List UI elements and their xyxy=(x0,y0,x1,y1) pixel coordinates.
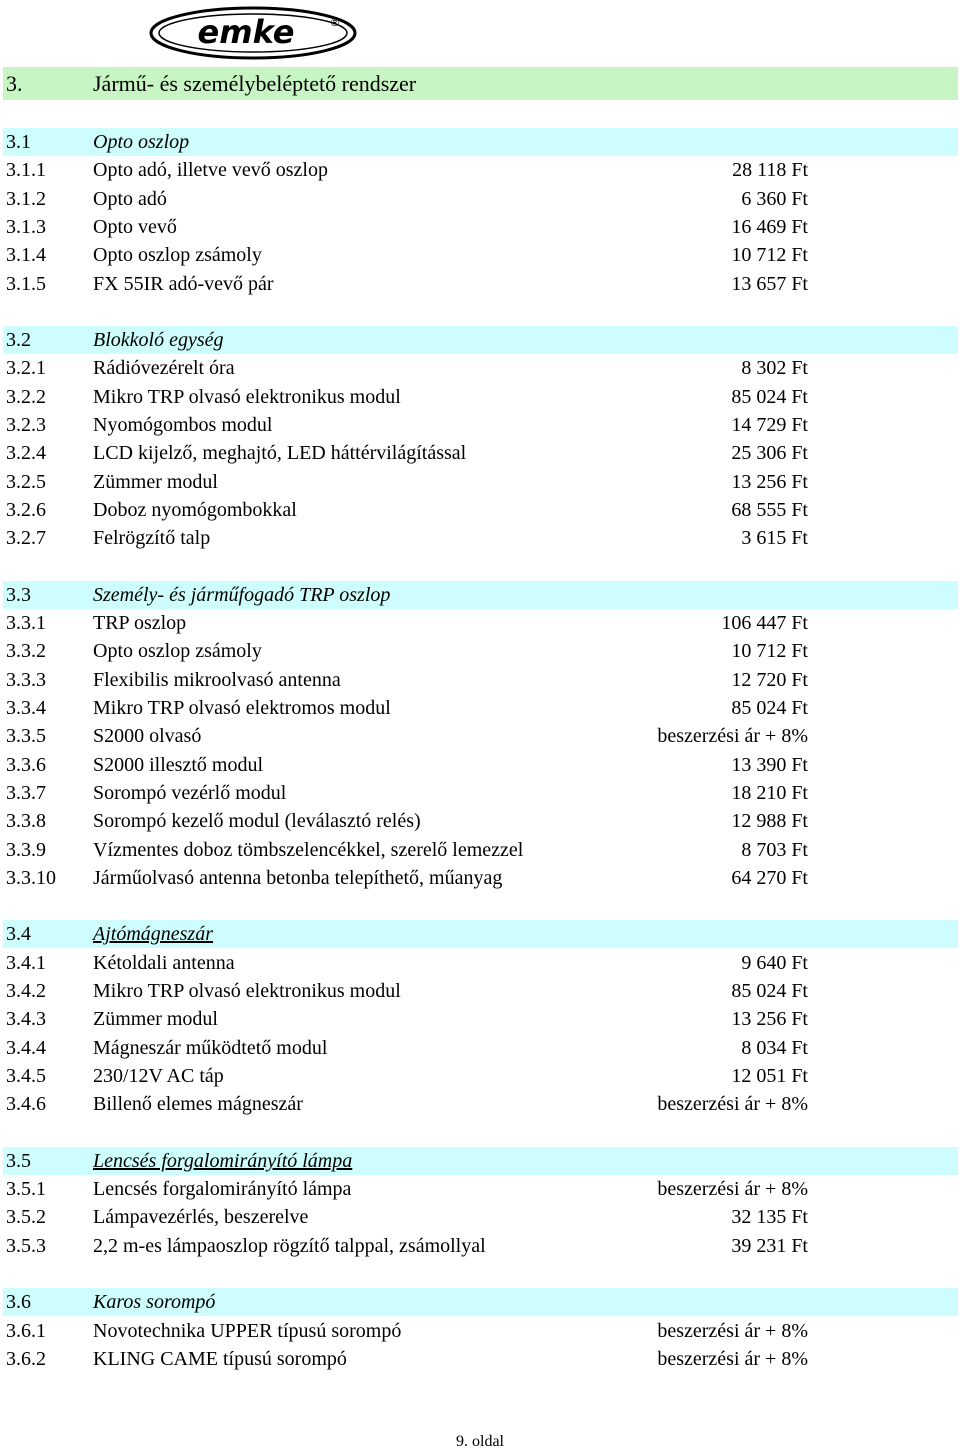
item-label: Mikro TRP olvasó elektromos modul xyxy=(93,697,391,719)
price-row xyxy=(3,1317,958,1345)
item-number: 3.3.10 xyxy=(6,866,56,889)
item-price: 12 051 Ft xyxy=(731,1064,808,1087)
price-row xyxy=(3,524,958,552)
price-row xyxy=(3,383,958,411)
item-price: 13 390 Ft xyxy=(731,753,808,776)
price-row xyxy=(3,354,958,382)
item-price: 8 302 Ft xyxy=(741,357,808,380)
price-row xyxy=(3,694,958,722)
item-number: 3.3.9 xyxy=(6,838,46,861)
price-row xyxy=(3,864,958,892)
section-title: Ajtómágneszár xyxy=(93,923,213,946)
price-row xyxy=(3,1005,958,1033)
section-title: Lencsés forgalomirányító lámpa xyxy=(93,1149,353,1172)
item-label: Mágneszár működtető modul xyxy=(93,1036,328,1059)
item-price: beszerzési ár + 8% xyxy=(657,1178,808,1201)
item-price: 13 256 Ft xyxy=(731,470,808,493)
item-price: 16 469 Ft xyxy=(731,215,808,238)
price-row xyxy=(3,609,958,637)
item-price: 6 360 Ft xyxy=(741,187,808,210)
item-number: 3.2.3 xyxy=(6,414,46,436)
item-label: Rádióvezérelt óra xyxy=(93,357,235,380)
item-price: 68 555 Ft xyxy=(731,498,808,521)
item-label: S2000 olvasó xyxy=(93,725,202,748)
item-label: 2,2 m-es lámpaoszlop rögzítő talppal, zsámollyal xyxy=(93,1234,486,1257)
section-title: Blokkoló egység xyxy=(93,329,224,352)
item-number: 3.1.3 xyxy=(6,215,46,238)
item-number: 3.5.2 xyxy=(6,1206,46,1229)
item-number: 3.6.1 xyxy=(6,1319,46,1342)
price-row xyxy=(3,1345,958,1373)
item-label: Vízmentes doboz tömbszelencékkel, szerelő lemezzel xyxy=(93,838,524,861)
price-row xyxy=(3,779,958,807)
item-number: 3.2.6 xyxy=(6,498,46,521)
item-label: Doboz nyomógombokkal xyxy=(93,498,297,521)
item-label: Zümmer modul xyxy=(93,470,218,493)
price-row xyxy=(3,213,958,241)
item-price: beszerzési ár + 8% xyxy=(657,725,808,748)
section-header xyxy=(3,1288,958,1316)
section-title: Karos sorompó xyxy=(93,1291,216,1314)
item-number: 3.4.2 xyxy=(6,980,46,1002)
item-label: Nyomógombos modul xyxy=(93,414,273,436)
item-number: 3.3.6 xyxy=(6,753,46,776)
price-row xyxy=(3,185,958,213)
item-price: 12 720 Ft xyxy=(731,668,808,691)
item-number: 3.4.5 xyxy=(6,1064,46,1087)
item-price: 13 256 Ft xyxy=(731,1008,808,1031)
item-number: 3.3.1 xyxy=(6,612,46,635)
item-price: 39 231 Ft xyxy=(731,1234,808,1257)
item-number: 3.4.4 xyxy=(6,1036,46,1059)
item-price: 106 447 Ft xyxy=(721,612,808,635)
item-number: 3.4.1 xyxy=(6,951,46,974)
item-number: 3.6.2 xyxy=(6,1347,46,1370)
price-row xyxy=(3,1062,958,1090)
item-label: Flexibilis mikroolvasó antenna xyxy=(93,668,341,691)
item-label: S2000 illesztő modul xyxy=(93,753,263,776)
section-header xyxy=(3,128,958,156)
section-header xyxy=(3,581,958,609)
item-label: Opto oszlop zsámoly xyxy=(93,640,262,663)
section-header xyxy=(3,326,958,354)
item-label: Járműolvasó antenna betonba telepíthető, műanyag xyxy=(93,866,503,889)
price-row xyxy=(3,1175,958,1203)
logo-text: emke xyxy=(197,13,295,51)
section-number: 3.1 xyxy=(6,131,31,153)
item-label: TRP oszlop xyxy=(93,612,187,635)
item-number: 3.1.5 xyxy=(6,272,46,295)
price-row xyxy=(3,270,958,298)
section-number: 3.3 xyxy=(6,583,31,606)
price-row xyxy=(3,722,958,750)
item-price: 64 270 Ft xyxy=(731,866,808,889)
item-price: 10 712 Ft xyxy=(731,640,808,663)
item-price: 25 306 Ft xyxy=(731,442,808,465)
price-row xyxy=(3,411,958,439)
item-number: 3.5.1 xyxy=(6,1178,46,1201)
item-price: 10 712 Ft xyxy=(731,244,808,267)
item-price: 8 703 Ft xyxy=(741,838,808,861)
item-price: 9 640 Ft xyxy=(741,951,808,974)
item-price: 3 615 Ft xyxy=(741,527,808,550)
item-label: Zümmer modul xyxy=(93,1008,218,1031)
price-row xyxy=(3,439,958,467)
page-number: 9. oldal xyxy=(456,1433,504,1450)
item-number: 3.1.1 xyxy=(6,159,46,182)
section-header xyxy=(3,920,958,948)
item-price: beszerzési ár + 8% xyxy=(657,1093,808,1116)
item-price: 85 024 Ft xyxy=(731,697,808,719)
item-label: Lámpavezérlés, beszerelve xyxy=(93,1206,309,1229)
item-number: 3.3.4 xyxy=(6,697,46,719)
price-row xyxy=(3,1203,958,1231)
item-number: 3.2.4 xyxy=(6,442,46,465)
item-number: 3.3.7 xyxy=(6,781,46,804)
price-row xyxy=(3,836,958,864)
section-number: 3.2 xyxy=(6,329,31,352)
item-price: 85 024 Ft xyxy=(731,980,808,1002)
item-number: 3.4.3 xyxy=(6,1008,46,1031)
item-label: Felrögzítő talp xyxy=(93,527,211,550)
price-row xyxy=(3,949,958,977)
price-row xyxy=(3,156,958,184)
section-number: 3.5 xyxy=(6,1149,31,1172)
item-number: 3.1.2 xyxy=(6,187,46,210)
chapter-header xyxy=(3,67,958,100)
item-price: 14 729 Ft xyxy=(731,414,808,436)
item-number: 3.3.2 xyxy=(6,640,46,663)
item-price: 12 988 Ft xyxy=(731,810,808,833)
item-price: 32 135 Ft xyxy=(731,1206,808,1229)
item-number: 3.2.5 xyxy=(6,470,46,493)
price-row xyxy=(3,977,958,1005)
item-price: 13 657 Ft xyxy=(731,272,808,295)
section-title: Személy- és járműfogadó TRP oszlop xyxy=(93,583,391,606)
item-label: Opto vevő xyxy=(93,215,177,238)
item-number: 3.3.5 xyxy=(6,725,46,748)
item-label: Opto adó xyxy=(93,187,167,210)
item-number: 3.4.6 xyxy=(6,1093,46,1116)
item-label: Lencsés forgalomirányító lámpa xyxy=(93,1178,352,1201)
price-row xyxy=(3,1034,958,1062)
item-label: 230/12V AC táp xyxy=(93,1064,224,1087)
registered-mark: ® xyxy=(329,16,341,29)
item-price: 8 034 Ft xyxy=(741,1036,808,1059)
item-label: Kétoldali antenna xyxy=(93,951,235,974)
item-label: LCD kijelző, meghajtó, LED háttérvilágítással xyxy=(93,442,467,465)
item-label: Sorompó kezelő modul (leválasztó relés) xyxy=(93,810,421,833)
item-label: FX 55IR adó-vevő pár xyxy=(93,272,274,295)
price-row xyxy=(3,666,958,694)
price-row xyxy=(3,807,958,835)
price-row xyxy=(3,637,958,665)
item-label: Billenő elemes mágneszár xyxy=(93,1093,303,1116)
item-price: beszerzési ár + 8% xyxy=(657,1347,808,1370)
item-number: 3.1.4 xyxy=(6,244,46,267)
item-label: Opto oszlop zsámoly xyxy=(93,244,262,267)
item-label: Mikro TRP olvasó elektronikus modul xyxy=(93,980,401,1002)
item-price: beszerzési ár + 8% xyxy=(657,1319,808,1342)
section-number: 3.4 xyxy=(6,923,31,946)
item-label: KLING CAME típusú sorompó xyxy=(93,1347,347,1370)
price-row xyxy=(3,241,958,269)
item-label: Mikro TRP olvasó elektronikus modul xyxy=(93,385,401,408)
price-row xyxy=(3,1232,958,1260)
section-header xyxy=(3,1147,958,1175)
item-number: 3.5.3 xyxy=(6,1234,46,1257)
item-number: 3.2.7 xyxy=(6,527,46,550)
section-title: Opto oszlop xyxy=(93,131,190,153)
price-row xyxy=(3,751,958,779)
item-label: Opto adó, illetve vevő oszlop xyxy=(93,159,328,182)
item-number: 3.2.1 xyxy=(6,357,46,380)
chapter-number: 3. xyxy=(6,71,23,96)
chapter-title: Jármű- és személybeléptető rendszer xyxy=(93,71,417,96)
price-row xyxy=(3,496,958,524)
price-row xyxy=(3,1090,958,1118)
item-number: 3.3.8 xyxy=(6,810,46,833)
item-label: Novotechnika UPPER típusú sorompó xyxy=(93,1319,402,1342)
section-number: 3.6 xyxy=(6,1291,31,1314)
item-price: 28 118 Ft xyxy=(732,159,808,182)
item-number: 3.3.3 xyxy=(6,668,46,691)
item-price: 85 024 Ft xyxy=(731,385,808,408)
item-number: 3.2.2 xyxy=(6,385,46,408)
price-row xyxy=(3,468,958,496)
item-price: 18 210 Ft xyxy=(731,781,808,804)
item-label: Sorompó vezérlő modul xyxy=(93,781,287,804)
